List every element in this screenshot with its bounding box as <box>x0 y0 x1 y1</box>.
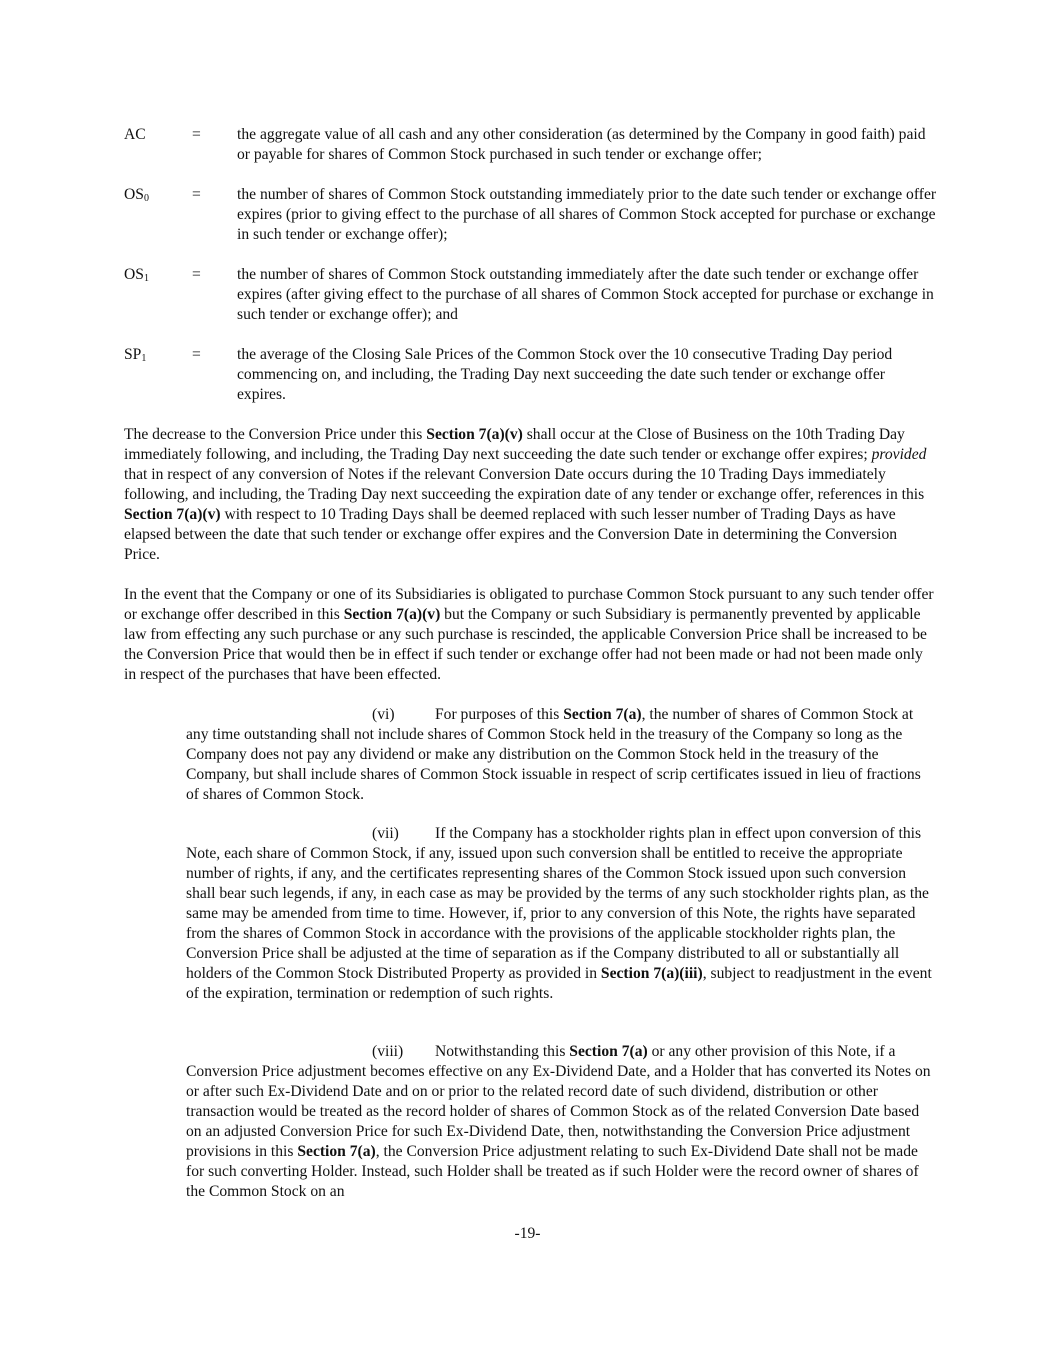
definition-term: AC <box>124 126 146 143</box>
equals-sign: = <box>192 126 201 143</box>
definition-text: the aggregate value of all cash and any other consideration (as determined by the Company in good faith) paid or payable for shares of Common Stock purchased in such tender or exchange offer; <box>237 126 926 163</box>
equals-sign: = <box>192 186 201 203</box>
clause-number: (vii) <box>372 825 399 842</box>
clause-number: (viii) <box>372 1043 404 1060</box>
definition-text: the average of the Closing Sale Prices of the Common Stock over the 10 consecutive Trading Day period commencing on, and including, the Trading Day next succeeding the date such tender or exchange offer expires. <box>237 346 893 403</box>
definition-term: $OS_0$ <box>124 186 149 204</box>
paragraph-conversion-decrease: The decrease to the Conversion Price under this Section 7(a)(v) shall occur at the Close of Business on the 10th Trading Day immediately following, and including, the Trading Day next succeeding the date such tender or exchange offer expires; provided that in respect of any conversion of Notes if the relevant Conversion Date occurs during the 10 Trading Days immediately following, and including, the Trading Day next succeeding the expiration date of any tender or exchange offer, references in this Section 7(a)(v) with respect to 10 Trading Days shall be deemed replaced with such lesser number of Trading Days as have elapsed between the date that such tender or exchange offer expires and the Conversion Date in determining the Conversion Price. <box>124 426 927 563</box>
clause-number: (vi) <box>372 706 395 723</box>
page-number: -19- <box>514 1225 541 1242</box>
definition-term: $SP_1$ <box>124 346 147 364</box>
definition-term: $OS_1$ <box>124 266 149 284</box>
definition-text: the number of shares of Common Stock outstanding immediately after the date such tender or exchange offer expires (after giving effect to the purchase of all shares of Common Stock accepted for purchase or exchange in such tender or exchange offer); and <box>237 266 934 323</box>
paragraph-viii: (viii) Notwithstanding this Section 7(a) or any other provision of this Note, if a Conversion Price adjustment becomes effective on any Ex-Dividend Date, and a Holder that has converted its Notes on or after such Ex-Dividend Date and on or prior to the related record date of such dividend, distribution or other transaction would be treated as the record holder of shares of Common Stock as of the related Conversion Date based on an adjusted Conversion Price for such Ex-Dividend Date, then, notwithstanding the Conversion Price adjustment provisions in this Section 7(a), the Conversion Price adjustment relating to such Ex-Dividend Date shall not be made for such converting Holder. Instead, such Holder shall be treated as if such Holder were the record owner of shares of the Common Stock on an <box>186 1043 931 1200</box>
equals-sign: = <box>192 266 201 283</box>
definition-text: the number of shares of Common Stock outstanding immediately prior to the date such tender or exchange offer expires (prior to giving effect to the purchase of all shares of Common Stock accepted for purchase or exchange in such tender or exchange offer); <box>237 186 937 243</box>
equals-sign: = <box>192 346 201 363</box>
paragraph-purchase-rescinded: In the event that the Company or one of its Subsidiaries is obligated to purchase Common Stock pursuant to any such tender offer or exchange offer described in this Section 7(a)(v) but the Company or such Subsidiary is permanently prevented by applicable law from effecting any such purchase or any such purchase is rescinded, the applicable Conversion Price shall be increased to be the Conversion Price that would then be in effect if such tender or exchange offer had not been made or had not been made only in respect of the purchases that have been effected. <box>124 586 934 683</box>
paragraph-vii: (vii) If the Company has a stockholder rights plan in effect upon conversion of this Note, each share of Common Stock, if any, issued upon such conversion shall be entitled to receive the appropriate number of rights, if any, and the certificates representing shares of the Common Stock issued upon such conversion shall bear such legends, if any, in each case as may be provided by the terms of any such stockholder rights plan, as the same may be amended from time to time. However, if, prior to any conversion of this Note, the rights have separated from the shares of Common Stock in accordance with the provisions of the applicable stockholder rights plan, the Conversion Price shall be adjusted at the time of separation as if the Company distributed to all or substantially all holders of the Common Stock Distributed Property as provided in Section 7(a)(iii), subject to readjustment in the event of the expiration, termination or redemption of such rights. <box>186 825 932 1002</box>
paragraph-vi: (vi) For purposes of this Section 7(a), the number of shares of Common Stock at any time outstanding shall not include shares of Common Stock held in the treasury of the Company so long as the Company does not pay any dividend or make any distribution on the Common Stock held in the treasury of the Company, but shall include shares of Common Stock issuable in respect of scrip certificates issued in lieu of fractions of shares of Common Stock. <box>186 706 921 803</box>
